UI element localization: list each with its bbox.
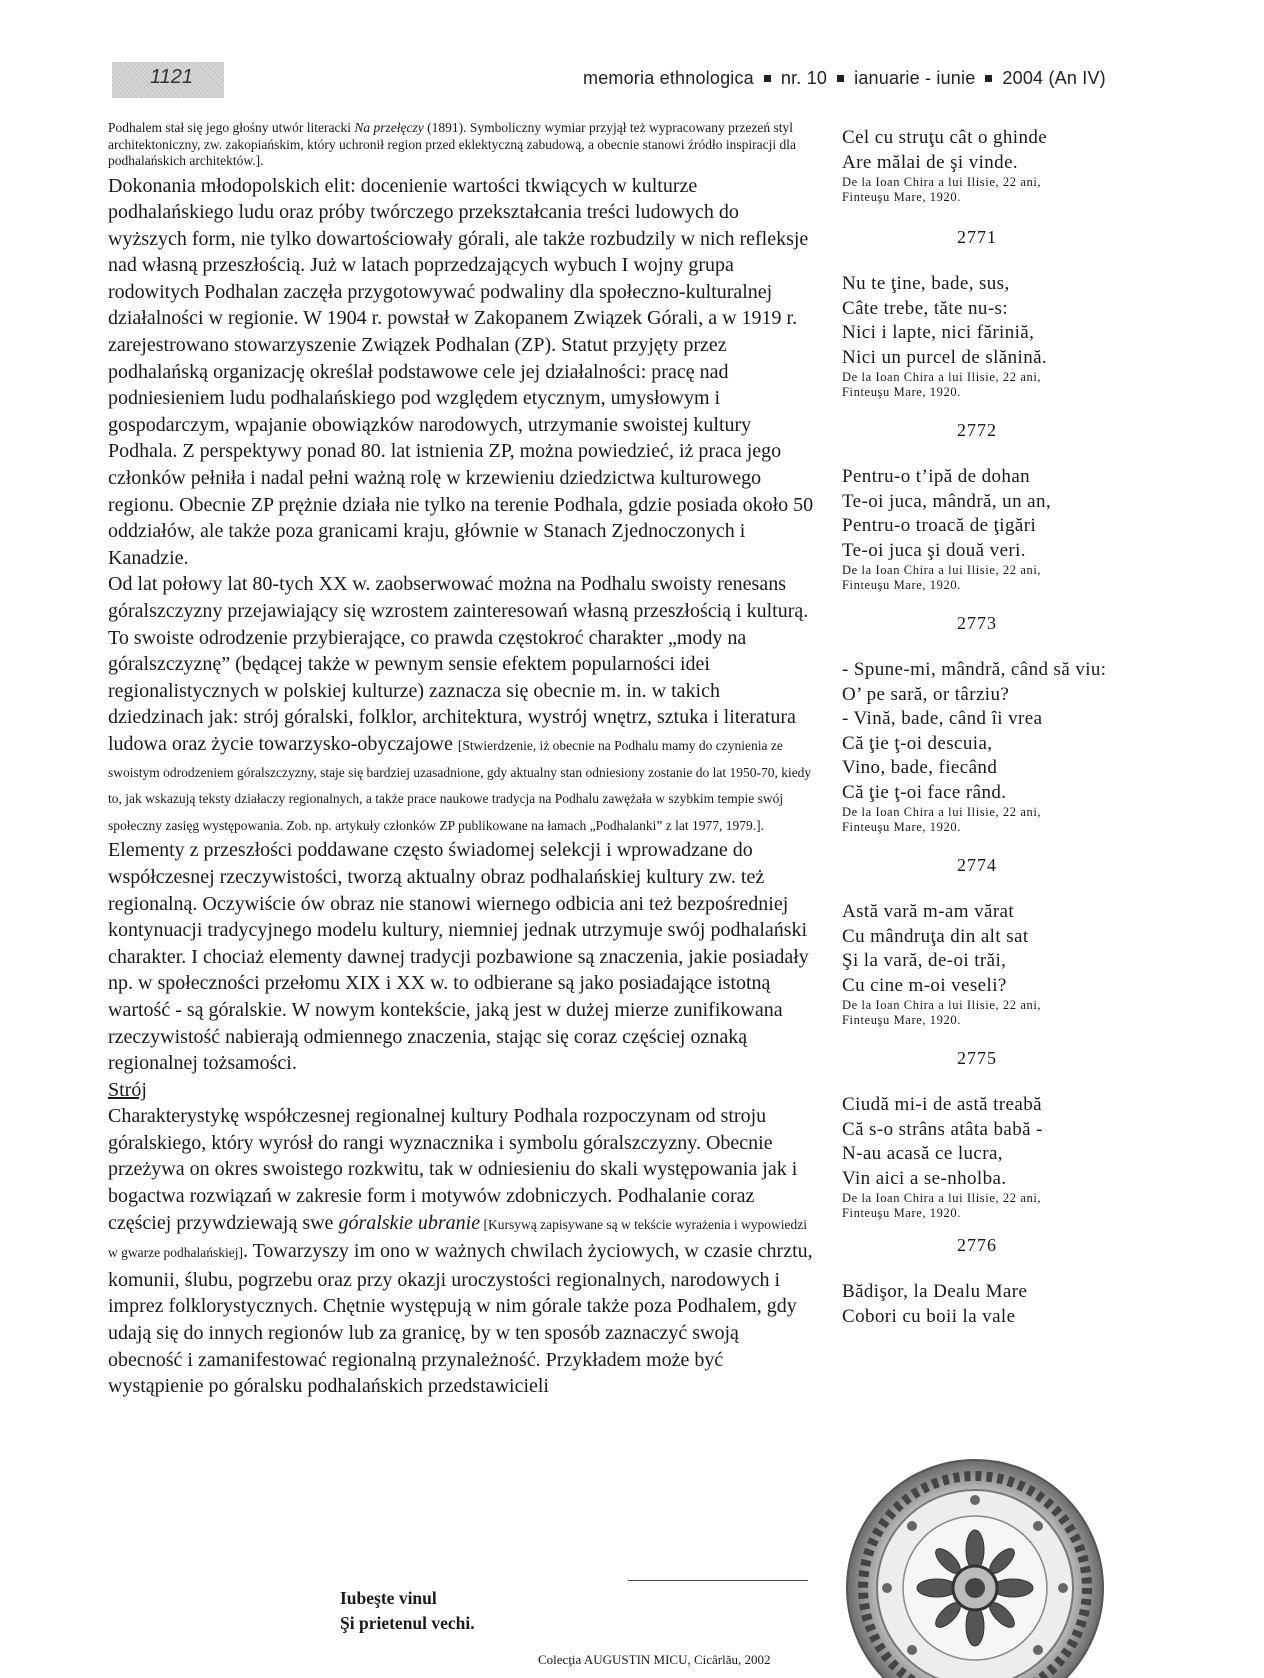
section-heading: Strój — [108, 1078, 147, 1101]
verse-line: Te-oi juca şi două veri. — [842, 539, 1026, 561]
separator-square-icon — [764, 75, 771, 82]
song-number: 2776 — [957, 1235, 997, 1255]
song-lines — [842, 272, 1142, 370]
collection-credit: Colecţia AUGUSTIN MICU, Cicârlău, 2002 — [538, 1652, 771, 1667]
song-number: 2771 — [957, 227, 997, 247]
decorated-ceramic-plate-image — [840, 1458, 1110, 1678]
inline-note: [Kursywą zapisywane są w tekście wyrażenia i wypowiedzi w gwarze podhalańskiej] — [108, 1216, 807, 1261]
paragraph-text: Od lat połowy lat 80-tych XX w. zaobserwować można na Podhalu swoisty renesans góralszczyzny przejawiający się wzrostem zainteresowań własną przeszłością i kulturą. To swoiste odrodzenie przybierające, co prawda częstokroć charakter „mody na góralszczyznę” (będącej także w pewnym sensie efektem popularności idei regionalistycznych w polskiej kulturze) zaznacza się obecnie m. in. w takich dziedzinach jak: strój góralski, folklor, architektura, wystrój wnętrz, sztuka i literatura ludowa oraz życie towarzysko-obyczajowe — [108, 573, 809, 755]
paragraph-2 — [108, 571, 816, 837]
journal-name: memoria ethnologica — [583, 68, 754, 88]
verse-line: Vino, bade, fiecând — [842, 757, 998, 778]
verse-line: Astă vară m-am vărat — [842, 901, 1015, 922]
verse-line: Cu mândruţa din alt sat — [842, 925, 1029, 947]
song-lines — [842, 1280, 1142, 1329]
verse-line: Nici un purcel de slănină. — [842, 346, 1048, 368]
song-number: 2775 — [957, 1048, 997, 1068]
page-number: 1121 — [150, 66, 194, 88]
verse-line: - Spune-mi, mândră, când să viu: — [842, 659, 1107, 680]
song-attribution: De la Ioan Chira a lui Ilisie, 22 ani, Finteuşu Mare, 1920. — [842, 175, 1042, 204]
inline-note: [Stwierdzenie, iż obecnie na Podhalu mamy do czynienia ze swoistym odrodzeniem góralszczyzny, staje się bardziej uzasadnione, gdy aktualny stan odniesiony zostanie do lat 1950-70, kiedy to, jak wskazują teksty działaczy regionalnych, a także prace naukowe tradycja na Podhalu zawężała w szybkim tempie swój społeczny zasięg występowania. Zob. np. artykuły członków ZP publikowane na łamach „Podhalanki” z lat 1977, 1979.]. — [108, 737, 812, 833]
paragraph-1: Dokonania młodopolskich elit: docenienie wartości tkwiących w kulturze podhalańskiego ludu oraz próby twórczego przekształcania treści ludowych do wyższych form, nie tylko dowartościowały górali, ale także rozbudzily w nich refleksje nad własną przeszłością. Już w latach poprzedzających wybuch I wojny grupa rodowitych Podhalan zaczęła przygotowywać podwaliny dla społeczno-kulturalnej działalności w regionie. W 1904 r. powstał w Zakopanem Związek Górali, a w 1919 r. zarejestrowano stowarzyszenie Związek Podhalan (ZP). Statut przyjęty przez podhalańską organizację określał podstawowe cele jej działalności: pracę nad podniesieniem ludu podhalańskiego pod względem etycznym, umysłowym i gospodarczym, wpajanie obowiązków narodowych, utrzymanie swoistej kultury Podhala. Z perspektywy ponad 80. lat istnienia ZP, można powiedzieć, iż praca jego członków pełniła i nadal pełni ważną rolę w krzewieniu dziedzictwa kulturowego regionu. Obecnie ZP prężnie działa nie tylko na terenie Podhala, gdzie posiada około 50 oddziałów, ale także poza granicami kraju, głównie w Stanach Zjednoczonych i Kanadzie. — [108, 174, 814, 569]
separator-square-icon — [837, 75, 844, 82]
separator-square-icon — [985, 75, 992, 82]
verse-line: Cel cu struţu cât o ghinde — [842, 127, 1048, 148]
song-attribution: De la Ioan Chira a lui Ilisie, 22 ani, Finteuşu Mare, 1920. — [842, 1191, 1042, 1220]
verse-line: Nu te ţine, bade, sus, — [842, 273, 1010, 294]
verse-line: Pentru-o troacă de ţigări — [842, 515, 1037, 536]
verse-line: Iubeşte vinul — [340, 1588, 437, 1608]
italic-term: góralskie ubranie — [338, 1211, 481, 1234]
paragraph-text: Charakterystykę współczesnej regionalnej kultury Podhala rozpoczynam od stroju góralskiego, który wyrósł do rangi wyznacznika i symbolu góralszczyzny. Obecnie przeżywa on okres swoistego rozkwitu, tak w odniesieniu do skali występowania jak i bogactwa rozwiązań w zakresie form i motywów zdobniczych. Podhalanie coraz częściej przywdziewają swe — [108, 1105, 798, 1234]
verse-line: Te-oi juca, mândră, un an, — [842, 490, 1052, 512]
verse-line: Bădişor, la Dealu Mare — [842, 1281, 1028, 1302]
song-number: 2772 — [957, 420, 997, 440]
issue-number: nr. 10 — [780, 68, 828, 88]
verse-line: Nici i lapte, nici făriniă, — [842, 322, 1035, 343]
text-underline-rule — [628, 1580, 808, 1581]
verse-line: Cobori cu boii la vale — [842, 1305, 1016, 1327]
verse-line: Că s-o strâns atâta babă - — [842, 1118, 1043, 1140]
footnote-text: Podhalem stał się jego głośny utwór literacki — [108, 120, 355, 135]
verse-line: Ciudă mi-i de astă treabă — [842, 1094, 1042, 1115]
verse-line: Cu cine m-oi veseli? — [842, 974, 1007, 996]
song-attribution: De la Ioan Chira a lui Ilisie, 22 ani, Finteuşu Mare, 1920. — [842, 563, 1042, 592]
verse-line: Are mălai de şi vinde. — [842, 151, 1019, 173]
footnote-italic-title: Na przełęczy — [354, 120, 424, 135]
verse-line: Câte trebe, tăte nu-s: — [842, 297, 1009, 319]
paragraph-text: . Towarzyszy im ono w ważnych chwilach życiowych, w czasie chrztu, komunii, ślubu, pogrzebu oraz przy okazji uroczystości regionalnych, narodowych i imprez folklorystycznych. Chętnie występują w nim górale także poza Podhalem, gdy udają się do innych regionów lub za granicę, by w ten sposób zaznaczyć swoją obecność i zamanifestować regionalną przynależność. Przykładem może być wystąpienie po góralsku podhalańskich przedstawicieli — [108, 1240, 813, 1398]
closing-verse — [340, 1586, 475, 1636]
verse-line: O’ pe sară, or târziu? — [842, 683, 1010, 705]
issue-year: 2004 (An IV) — [1002, 68, 1106, 88]
verse-line: Vin aici a se-nholba. — [842, 1167, 1007, 1189]
article-column — [108, 120, 816, 1400]
verse-line: Şi la vară, de-oi trăi, — [842, 950, 1007, 971]
song-lines — [842, 465, 1142, 563]
verse-line: Că ţie ţ-oi descuia, — [842, 732, 993, 754]
song-lines — [842, 1093, 1142, 1191]
issue-period: ianuarie - iunie — [854, 68, 976, 88]
paragraph-4 — [108, 1103, 816, 1400]
song-attribution: De la Ioan Chira a lui Ilisie, 22 ani, Finteuşu Mare, 1920. — [842, 805, 1042, 834]
verse-line: Şi prietenul vechi. — [340, 1613, 475, 1633]
song-lines — [842, 658, 1142, 805]
verse-line: - Vină, bade, când îi vrea — [842, 708, 1043, 729]
song-number: 2774 — [957, 855, 997, 875]
verse-line: Că ţie ţ-oi face rând. — [842, 781, 1007, 803]
verse-line: N-au acasă ce lucra, — [842, 1143, 1003, 1164]
song-lines — [842, 900, 1142, 998]
songs-column — [842, 126, 1142, 1329]
song-attribution: De la Ioan Chira a lui Ilisie, 22 ani, Finteuşu Mare, 1920. — [842, 998, 1042, 1027]
song-lines — [842, 126, 1142, 175]
song-number: 2773 — [957, 613, 997, 633]
running-header — [583, 68, 1106, 89]
footnote-continuation — [108, 120, 816, 170]
verse-line: Pentru-o t’ipă de dohan — [842, 466, 1031, 487]
footnote-text: (1891). Symboliczny wymiar przyjął też wypracowany przezeń styl architektoniczny, zw. zakopiańskim, który uchronił region przed eklektyczną zabudową, a obecnie stanowi źródło inspiracji dla podhalańskich architektów.]. — [108, 120, 796, 168]
paragraph-3: Elementy z przeszłości poddawane często świadomej selekcji i wprowadzane do współczesnej rzeczywistości, tworzą aktualny obraz podhalańskiej kultury zw. też regionalną. Oczywiście ów obraz nie stanowi wiernego odbicia ani też bezpośredniej kontynuacji tradycyjnego modelu kultury, niemniej jednak utrzymuje swój podhalański charakter. I chociaż elementy dawnej tradycji pozbawione są znaczenia, jakie posiadały np. w społeczności przełomu XIX i XX w. to odbierane są jako posiadające istotną wartość - są góralskie. W nowym kontekście, jaką jest w dużej mierze zunifikowana rzeczywistość nabierają odmiennego znaczenia, stając się coraz częściej oznaką regionalnej tożsamości. — [108, 839, 809, 1075]
song-attribution: De la Ioan Chira a lui Ilisie, 22 ani, Finteuşu Mare, 1920. — [842, 370, 1042, 399]
